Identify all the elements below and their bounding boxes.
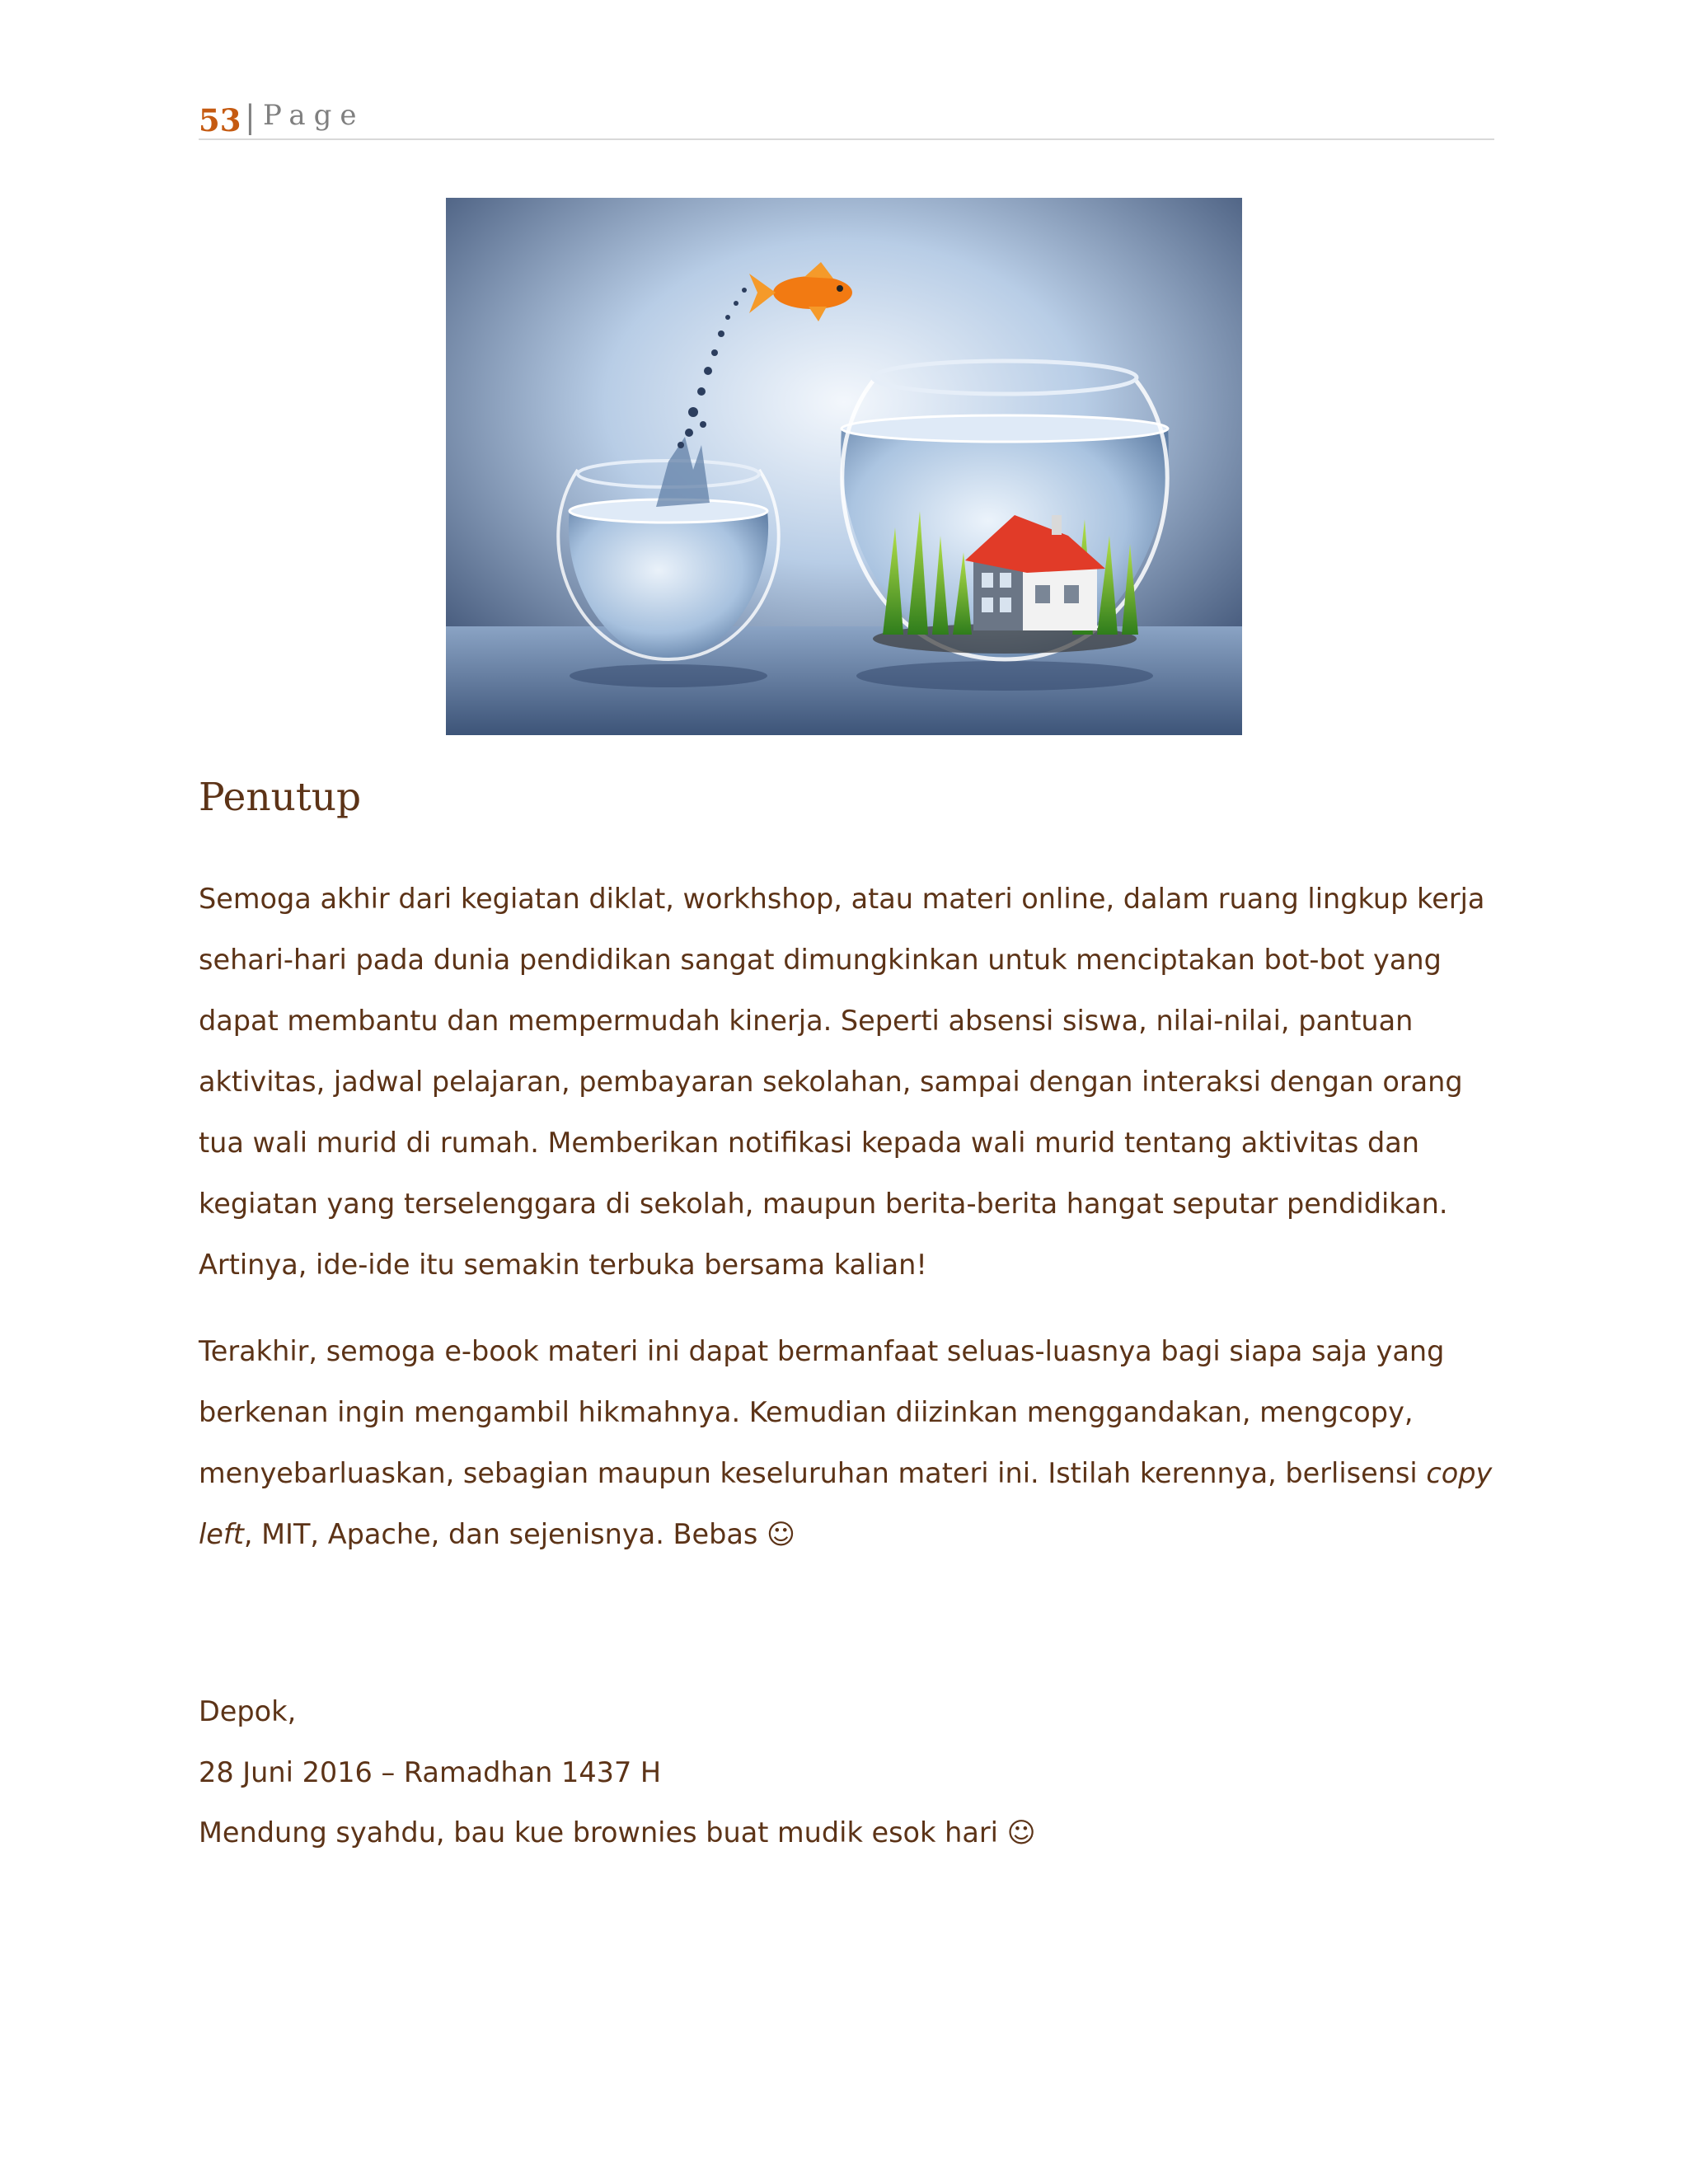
license-italic-term: copy left xyxy=(199,1457,1493,1550)
license-paragraph xyxy=(199,1321,1501,1565)
signature-place: Depok, xyxy=(199,1695,297,1727)
section-title: Penutup xyxy=(199,775,362,820)
page-label: Page xyxy=(263,99,365,132)
page-separator: | xyxy=(245,99,256,135)
license-text-end: , MIT, Apache, dan sejenisnya. Bebas ☺ xyxy=(243,1518,795,1550)
goldfish-bowl-image xyxy=(446,198,1242,735)
page-number: 53 xyxy=(199,102,241,138)
page-header xyxy=(199,97,1494,140)
signature-date: 28 Juni 2016 – Ramadhan 1437 H xyxy=(199,1756,662,1788)
license-text-start: Terakhir, semoga e-book materi ini dapat bermanfaat seluas-luasnya bagi siapa saja yang berkenan ingin mengambil hikmahnya. Kemudian diizinkan menggandakan, mengcopy, menyebarluaskan, sebagian maupun keseluruhan materi ini. Istilah kerennya, berlisensi xyxy=(199,1335,1445,1489)
closing-paragraph: Semoga akhir dari kegiatan diklat, workhshop, atau materi online, dalam ruang lingkup kerja sehari-hari pada dunia pendidikan sangat dimungkinkan untuk menciptakan bot-bot yang dapat membantu dan mempermudah kinerja. Seperti absensi siswa, nilai-nilai, pantuan aktivitas, jadwal pelajaran, pembayaran sekolahan, sampai dengan interaksi dengan orang tua wali murid di rumah. Memberikan notifikasi kepada wali murid tentang aktivitas dan kegiatan yang terselenggara di sekolah, maupun berita-berita hangat seputar pendidikan. Artinya, ide-ide itu semakin terbuka bersama kalian! xyxy=(199,883,1485,1281)
signature-note: Mendung syahdu, bau kue brownies buat mudik esok hari ☺ xyxy=(199,1816,1036,1849)
